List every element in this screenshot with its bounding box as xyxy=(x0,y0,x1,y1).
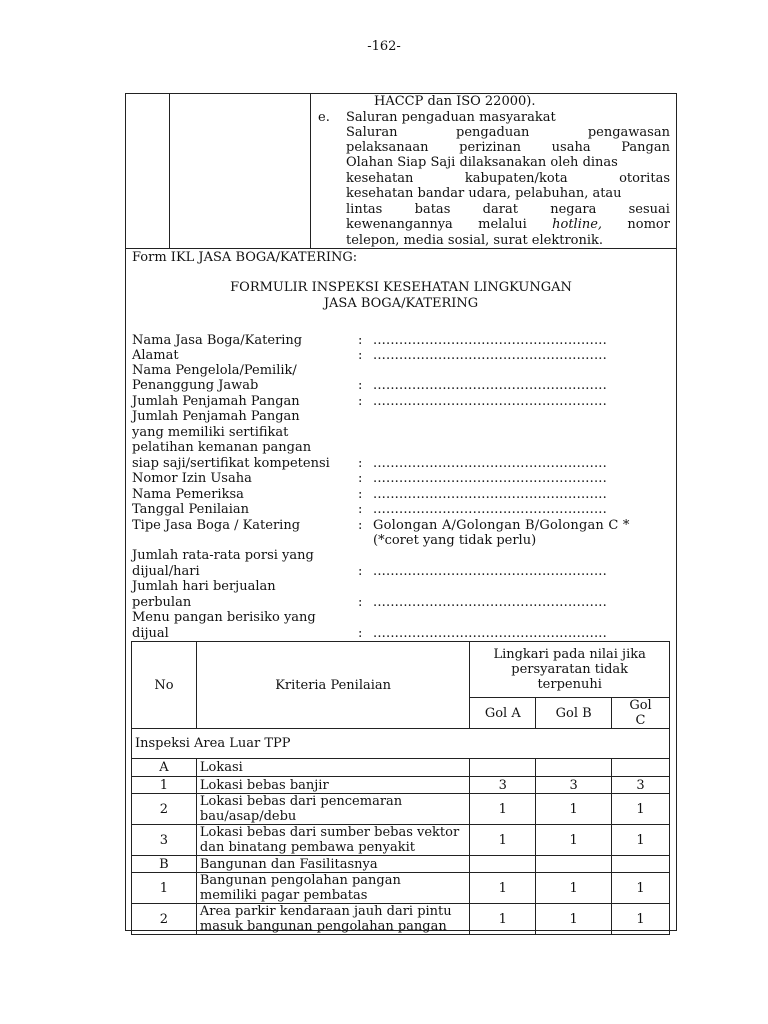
form-title: JASA BOGA/KATERING xyxy=(323,296,479,311)
row-gol-b xyxy=(536,759,612,777)
header-gol-c: Gol C xyxy=(612,698,670,729)
row-gol-c: 3 xyxy=(612,777,670,794)
table-row xyxy=(132,759,670,777)
field-colon: : xyxy=(358,626,363,641)
field-label: Jumlah hari berjualan xyxy=(132,579,276,594)
form-title: FORMULIR INSPEKSI KESEHATAN LINGKUNGAN xyxy=(230,280,572,295)
row-gol-b: 1 xyxy=(536,794,612,825)
field-blank: ...................................................... xyxy=(373,487,607,502)
field-label: siap saji/sertifikat kompetensi xyxy=(132,456,330,471)
paragraph-line: lintas batas darat negara sesuai xyxy=(346,202,670,217)
row-kriteria: Lokasi bebas dari pencemaran bau/asap/debu xyxy=(196,794,469,825)
field-label: Tanggal Penilaian xyxy=(132,502,250,517)
field-colon: : xyxy=(358,518,363,533)
item-letter: e. xyxy=(318,110,330,125)
divider xyxy=(169,93,170,248)
row-no: 3 xyxy=(132,825,197,856)
row-gol-b: 1 xyxy=(536,873,612,904)
row-gol-b xyxy=(536,856,612,873)
field-label: Alamat xyxy=(132,348,179,363)
header-no: No xyxy=(132,642,197,729)
row-no: A xyxy=(132,759,197,777)
row-kriteria: Bangunan dan Fasilitasnya xyxy=(196,856,469,873)
field-colon: : xyxy=(358,595,363,610)
section-row: Inspeksi Area Luar TPP xyxy=(132,729,670,759)
field-label: Nama Pengelola/Pemilik/ xyxy=(132,363,297,378)
field-colon: : xyxy=(358,456,363,471)
header-kriteria: Kriteria Penilaian xyxy=(196,642,469,729)
header-gol-a: Gol A xyxy=(470,698,536,729)
row-gol-c xyxy=(612,759,670,777)
row-gol-a xyxy=(470,856,536,873)
table-row xyxy=(132,904,670,935)
field-blank: ...................................................... xyxy=(373,564,607,579)
field-colon: : xyxy=(358,471,363,486)
field-label: Jumlah Penjamah Pangan xyxy=(132,409,300,424)
row-gol-b: 3 xyxy=(536,777,612,794)
field-note: (*coret yang tidak perlu) xyxy=(373,533,537,548)
divider xyxy=(310,93,311,248)
row-kriteria: Bangunan pengolahan pangan memiliki pagar pembatas xyxy=(196,873,469,904)
field-colon: : xyxy=(358,487,363,502)
row-gol-a: 1 xyxy=(470,873,536,904)
row-kriteria: Lokasi xyxy=(196,759,469,777)
table-row xyxy=(132,777,670,794)
field-label: Jumlah rata-rata porsi yang xyxy=(132,548,314,563)
row-kriteria: Lokasi bebas dari sumber bebas vektor dan binatang pembawa penyakit xyxy=(196,825,469,856)
field-blank: ...................................................... xyxy=(373,626,607,641)
field-label: dijual xyxy=(132,626,169,641)
paragraph-line: Olahan Siap Saji dilaksanakan oleh dinas xyxy=(346,155,618,170)
row-no: B xyxy=(132,856,197,873)
table-row xyxy=(132,873,670,904)
paragraph-line: kesehatan kabupaten/kota otoritas xyxy=(346,171,670,186)
text-line: telepon, media sosial, surat elektronik. xyxy=(346,233,604,248)
row-no: 2 xyxy=(132,794,197,825)
field-blank: ...................................................... xyxy=(373,502,607,517)
field-blank: ...................................................... xyxy=(373,471,607,486)
row-gol-c: 1 xyxy=(612,825,670,856)
field-label: pelatihan kemanan pangan xyxy=(132,440,312,455)
field-blank: ...................................................... xyxy=(373,456,607,471)
field-label: Nama Jasa Boga/Katering xyxy=(132,333,303,348)
paragraph-line: kesehatan bandar udara, pelabuhan, atau xyxy=(346,186,622,201)
paragraph-line: Saluran pengaduan pengawasan xyxy=(346,125,670,140)
row-kriteria: Area parkir kendaraan jauh dari pintu masuk bangunan pengolahan pangan xyxy=(196,904,469,935)
field-label: Penanggung Jawab xyxy=(132,378,259,393)
field-label: Tipe Jasa Boga / Katering xyxy=(132,518,301,533)
field-colon: : xyxy=(358,348,363,363)
field-label: Nomor Izin Usaha xyxy=(132,471,252,486)
header-group: Lingkari pada nilai jika persyaratan tidak terpenuhi xyxy=(470,642,670,698)
field-colon: : xyxy=(358,394,363,409)
paragraph-line: pelaksanaan perizinan usaha Pangan xyxy=(346,140,670,155)
header-gol-b: Gol B xyxy=(536,698,612,729)
row-gol-a: 1 xyxy=(470,794,536,825)
row-gol-c xyxy=(612,856,670,873)
field-blank: ...................................................... xyxy=(373,333,607,348)
row-no: 2 xyxy=(132,904,197,935)
row-gol-a: 3 xyxy=(470,777,536,794)
row-gol-c: 1 xyxy=(612,904,670,935)
field-value: Golongan A/Golongan B/Golongan C * xyxy=(373,518,630,533)
paragraph-line: kewenangannya melalui hotline, nomor xyxy=(346,217,670,232)
row-gol-c: 1 xyxy=(612,873,670,904)
row-kriteria: Lokasi bebas banjir xyxy=(196,777,469,794)
field-colon: : xyxy=(358,333,363,348)
row-gol-b: 1 xyxy=(536,904,612,935)
row-no: 1 xyxy=(132,873,197,904)
criteria-table xyxy=(131,641,670,935)
row-gol-b: 1 xyxy=(536,825,612,856)
row-gol-c: 1 xyxy=(612,794,670,825)
field-label: Menu pangan berisiko yang xyxy=(132,610,316,625)
table-row xyxy=(132,794,670,825)
item-title: Saluran pengaduan masyarakat xyxy=(346,110,556,125)
table-row xyxy=(132,825,670,856)
field-colon: : xyxy=(358,502,363,517)
field-label: yang memiliki sertifikat xyxy=(132,425,289,440)
form-code: Form IKL JASA BOGA/KATERING: xyxy=(132,250,358,265)
field-blank: ...................................................... xyxy=(373,394,607,409)
divider xyxy=(125,248,677,249)
field-label: perbulan xyxy=(132,595,192,610)
table-row xyxy=(132,856,670,873)
field-blank: ...................................................... xyxy=(373,378,607,393)
row-gol-a: 1 xyxy=(470,904,536,935)
page-number: -162- xyxy=(367,39,401,54)
field-colon: : xyxy=(358,378,363,393)
field-label: dijual/hari xyxy=(132,564,200,579)
field-blank: ...................................................... xyxy=(373,595,607,610)
field-blank: ...................................................... xyxy=(373,348,607,363)
field-label: Nama Pemeriksa xyxy=(132,487,244,502)
field-label: Jumlah Penjamah Pangan xyxy=(132,394,300,409)
row-gol-a: 1 xyxy=(470,825,536,856)
row-gol-a xyxy=(470,759,536,777)
row-no: 1 xyxy=(132,777,197,794)
text-line: HACCP dan ISO 22000). xyxy=(374,94,536,109)
field-colon: : xyxy=(358,564,363,579)
